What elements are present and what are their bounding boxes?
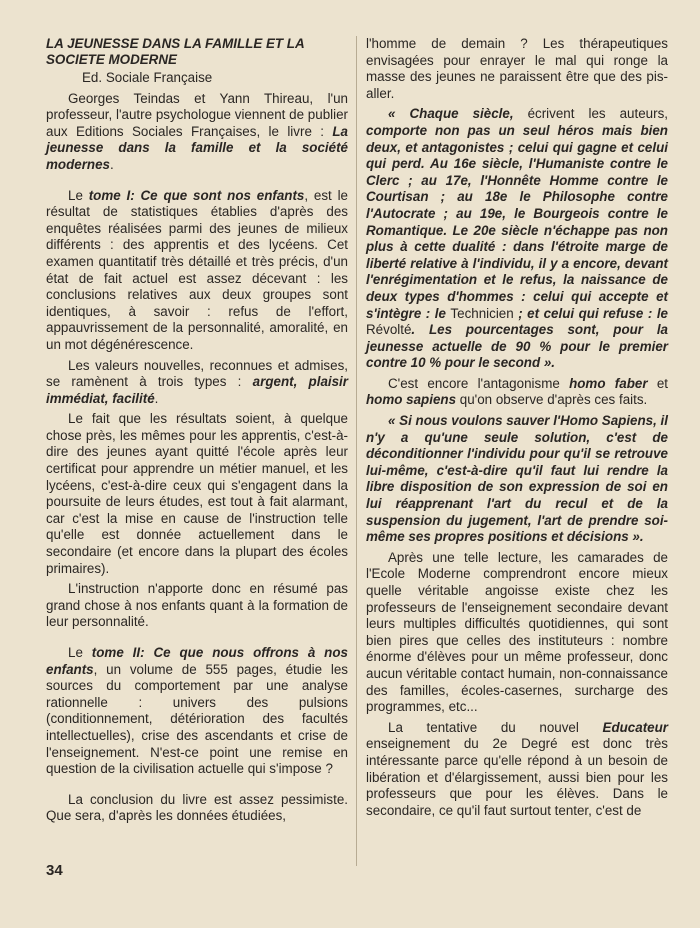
- paragraph-tome-1: Le tome I: Ce que sont nos enfants, est le résultat de statistiques établies d'après des enquêtes réalisées parmi des jeunes de milieux différents : des apprentis et des lycéens. Cet examen quantitatif très détaillé et très précis, d'un état de fait actuel est assez décevant : les conclusions relatives aux deux groupes sont identiques, à savoir : refus de l'effort, appauvrissement de la personnalité, amoralité, en un mot dégénérescence.: [46, 187, 349, 352]
- right-column: [366, 36, 668, 819]
- paragraph-results: Le fait que les résultats soient, à quelque chose près, les mêmes pour les apprentis, c'est-à-dire des jeunes ayant quitté l'école après leur certificat pour apprendre un métier manuel, et les lycéens, c'est-à-dire ceux qui s'engagent dans la poursuite de leurs études, est tout à fait alarmant, car c'est la mise en cause de l'instruction telle qu'elle est donnée actuellement dans le secondaire (et encore dans la plupart des écoles primaires).: [46, 411, 348, 576]
- paragraph-instruction: L'instruction n'apporte donc en résumé pas grand chose à nos enfants quant à la formation de leur personnalité.: [46, 581, 348, 630]
- tome-1-title: tome I: Ce que sont nos enfants: [88, 187, 305, 203]
- article-title: LA JEUNESSE DANS LA FAMILLE ET LA SOCIETE MODERNE: [46, 36, 305, 67]
- paragraph-tome-2: Le tome II: Ce que nous offrons à nos enfants, un volume de 555 pages, étudie les sources du comportement par une analyse rationnelle : univers des pulsions (conditionnement, détérioration des facultés intellectuelles), crise des ascendants et crise de l'enseignement. N'est-ce point une remise en question de la civilisation actuelle qui s'impose ?: [46, 645, 348, 777]
- paragraph-ecole-moderne: Après une telle lecture, les camarades de l'Ecole Moderne comprendront encore mieux quelle véritable angoisse existe chez les professeurs de l'enseignement secondaire devant leurs multiples difficultés quotidiennes, qui sont bien pires que celles des instituteurs : nombre énorme d'élèves pour un même professeur, donc aucun véritable contact humain, non-connaissance des familles, écoles-casernes, surcharge des programmes, etc...: [366, 549, 668, 715]
- column-divider: [356, 36, 357, 866]
- paragraph-values: Les valeurs nouvelles, reconnues et admises, se ramènent à trois types : argent, plaisir immédiat, facilité.: [46, 357, 348, 406]
- paragraph-educateur: La tentative du nouvel Educateur enseignement du 2e Degré est donc très intéressante parce qu'elle répond à un besoin de libération et d'élargissement, aussi bien pour les professeurs que pour les élèves. Dans le secondaire, ce qu'il faut surtout tenter, c'est de: [366, 719, 668, 818]
- paragraph-antagonism: C'est encore l'antagonisme homo faber et homo sapiens qu'on observe d'après ces faits.: [366, 375, 668, 408]
- tome-2-title: tome II: Ce que nous offrons à nos enfants: [46, 645, 348, 677]
- quote-homo-sapiens: « Si nous voulons sauver l'Homo Sapiens, il n'y a qu'une seule solution, c'est de déconditionner l'individu pour qu'il se retrouve lui-même, c'est-à-dire qu'il faut lui rendre la libre disposition de son expression de soi en lui réapprenant l'art du recul et de la suspension du jugement, l'art de prendre soi-même ses propres positions et décisions ».: [366, 413, 668, 545]
- paragraph-conclusion: La conclusion du livre est assez pessimiste. Que sera, d'après les données étudiées,: [46, 791, 348, 824]
- paragraph-continuation: l'homme de demain ? Les thérapeutiques envisagées pour enrayer le mal qui ronge la masse des jeunes ne paraissent être que des pis-aller.: [366, 36, 668, 101]
- paragraph-intro: Georges Teindas et Yann Thireau, l'un professeur, l'autre psychologue viennent de publier aux Editions Sociales Françaises, le livre : La jeunesse dans la famille et la société modernes.: [46, 90, 348, 172]
- publisher-line: Ed. Sociale Française: [82, 70, 213, 85]
- page-number: 34: [46, 862, 63, 879]
- values-list: argent, plaisir immédiat, facilité: [46, 374, 348, 406]
- quote-centuries: « Chaque siècle, écrivent les auteurs, comporte non pas un seul héros mais bien deux, et antagonistes ; celui qui gagne et celui qui perd. Au 16e siècle, l'Humaniste contre le Clerc ; au 17e, l'Honnête Homme contre le Courtisan ; au 18e le Philosophe contre l'Autocrate ; au 19e, le Bourgeois contre le Romantique. Le 20e siècle n'échappe pas non plus à cette dualité : dans l'étroite marge de liberté relative à l'individu, il y a encore, devant l'enrégimentation et le refus, la naissance de deux types d'hommes : celui qui accepte et s'intègre : le Technicien ; et celui qui refuse : le Révolté. Les pourcentages sont, pour la jeunesse actuelle de 90 % pour le premier contre 10 % pour le second ».: [366, 106, 668, 371]
- left-column: [46, 36, 348, 825]
- book-title: La jeunesse dans la famille et la société modernes: [46, 123, 348, 172]
